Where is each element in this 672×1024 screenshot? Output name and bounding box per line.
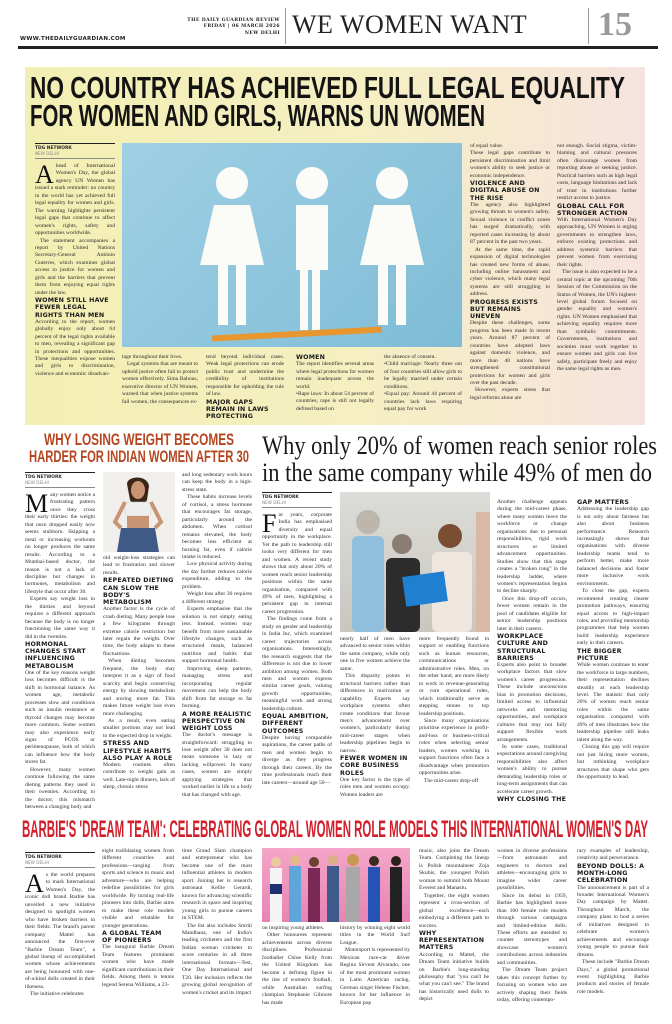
paragraph <box>296 391 374 413</box>
subheading: GAP MATTERS <box>577 499 630 506</box>
paragraph <box>497 744 567 796</box>
subheading: WHY CLOSING THE <box>497 796 567 804</box>
byline-agency: TDG NETWORK <box>25 475 62 480</box>
paragraph-text: not enough. Social stigma, victim-blaming and cultural pressures often discourage women from reporting abuse or seeking justice. Practical barriers such as high legal costs, language limitations and lack of trust in institutions further restrict access to justice. <box>557 143 637 202</box>
paragraph-text: This disparity points to structural barriers rather than differences in motivation or capability. Experts say workplace systems often create conditions that favour men's advancement over women's, particularly during mid-career stages when leadership pipelines begin to narrow. <box>340 673 410 754</box>
office-women-photo <box>340 492 490 632</box>
issue-date: FRIDAY | 06 MARCH 2026 <box>203 24 280 30</box>
paragraph <box>182 561 252 591</box>
barbie-dolls-photo <box>262 848 410 922</box>
subheading: VIOLENCE AND DIGITAL ABUSE ON THE RISE <box>470 180 540 202</box>
paragraph-text: Low physical activity during the day further reduces calorie expenditure, adding to the problem. <box>182 561 252 590</box>
paper-figures-illustration <box>122 143 462 347</box>
paragraph <box>577 848 649 863</box>
article-column <box>384 354 462 424</box>
paragraph-text: The doctor's message is straightforward: struggling to lose weight after 30 does not mean someone is lazy or lacking willpower. In many cases, women are simply applying strategies that worked earlier in life to a body that has changed with age. <box>182 732 252 798</box>
website-url: WWW.THEDAILYGUARDIAN.COM <box>20 36 126 42</box>
dolls-illustration <box>262 848 410 922</box>
paragraph-text: The findings come from a study on gender and leadership in India Inc, which examined career trajectories across organisations. Interestingly, the research suggests that the difference is not due to lower ambition among women. Both men and women express similar career goals, valuing growth opportunities, meaningful work and strong leadership culture. <box>262 616 332 712</box>
paragraph-text: the absence of consent. <box>384 354 436 360</box>
paragraph-text: tend beyond individual cases. Weak legal protections can erode public trust and undermine the credibility of institutions responsible for upholding the rule of law. <box>206 354 284 398</box>
paragraph-text: One of the key reasons weight loss becomes difficult is the shift in hormonal balance. As women age, metabolic processes slow and conditions such as insulin resistance or thyroid changes may become more common. Some women may also experience early signs of PCOS or perimenopause, both of which can influence how the body stores fat. <box>25 669 95 766</box>
paragraph-text: Legal systems that are meant to uphold justice often fail to protect women effectively. Sima Bahous, executive director of UN Women, warned that when justice systems fail women, the consequences ex- <box>122 361 198 405</box>
paragraph <box>35 160 115 238</box>
paragraph-text: Another factor is the cycle of crash dieting. Many people lose a few kilograms through extreme calorie restriction but later regain the weight. Over time, the body adapts to these fluctuations. <box>103 606 175 657</box>
drop-cap: F <box>262 509 277 538</box>
article-column <box>577 848 649 1010</box>
paragraph-text: on inspiring young athletes. <box>262 925 325 931</box>
article-column <box>262 492 332 786</box>
article-column <box>122 354 198 424</box>
paragraph <box>340 947 410 1007</box>
article-column <box>497 499 567 804</box>
paragraph-text: The agency also highlighted growing threats to women's safety. Sexual violence in conflict zones has surged dramatically, with reported cases increasing by about 87 percent in the past two years. <box>470 201 550 246</box>
paragraph-text: Experts also point to broader workplace factors that slow women's career progression. These include unconscious bias in promotion decisions, limited access to influential networks and mentoring opportunities, and workplace cultures that may not fully support flexible work arrangements. <box>497 661 567 743</box>
byline <box>25 852 95 868</box>
paragraph-text: tage throughout their lives. <box>122 354 183 360</box>
paragraph-text: Addressing the leadership gap is not only about fairness but also about business performance. Research increasingly shows that organisations with diverse leadership teams tend to perform better, make more balanced decisions and foster more inclusive work environments. <box>577 506 649 587</box>
paragraph-text: Closing this gap will require not just hiring more women, but rethinking workplace structures that shape who gets the opportunity to lead. <box>577 744 649 781</box>
paragraph-text: While women continue to enter the workforce in large numbers, their representation declines steadily at each leadership level. The statistic that only 20% of women reach senior roles within the same organisation compared with 49% of men illustrates how the leadership pipeline still leaks talent along the way. <box>577 662 649 743</box>
paragraph <box>470 202 550 247</box>
paragraph <box>35 319 115 379</box>
byline-place: NEW DELHI <box>25 480 49 485</box>
barbie-headline <box>22 816 652 844</box>
paragraph <box>470 150 550 180</box>
paragraph <box>470 387 550 402</box>
paragraph <box>340 636 410 673</box>
paragraph <box>262 735 332 787</box>
paragraph-text: Despite having comparable aspirations, the career paths of men and women begin to diverge as they progress through their careers. By the time professionals reach their late careers—around age 50— <box>262 734 332 786</box>
subheading: GLOBAL CALL FOR STRONGER ACTION <box>557 202 628 217</box>
paragraph-text: Together, the eight women represent a cross-section of global excellence—each embodying a different path to success. <box>419 892 489 929</box>
subheading: HORMONAL CHANGES START INFLUENCING METABOLISM <box>25 641 86 670</box>
paragraph <box>384 361 462 391</box>
byline <box>25 472 95 488</box>
paragraph <box>470 320 550 387</box>
subheading: REPEATED DIETING CAN SLOW THE BODY'S METABOLISM <box>103 577 174 606</box>
paragraph <box>497 596 567 633</box>
article-column <box>103 555 175 791</box>
paragraph-text: Experts say weight loss in the thirties and beyond requires a different approach because the body is no longer functioning the same way it did in the twenties. <box>25 596 95 640</box>
paragraph <box>470 247 550 299</box>
article-column <box>206 354 284 424</box>
paragraph-text: The announcement is part of a broader International Women's Day campaign by Mattel. Throughout March, the company plans to host a series of initiatives designed to celebrate women's achievements and encourage young people to pursue their dreams. <box>577 884 649 958</box>
paragraph-text: The Dream Team project takes this concept further by focusing on women who are actively shaping their fields today, offering contempo- <box>497 967 567 1004</box>
subheading: PROGRESS EXISTS BUT REMAINS UNEVEN <box>470 298 538 321</box>
paragraph <box>35 238 115 298</box>
paragraph-text: The inaugural Barbie Dream Team features prominent women who have made significant contributions in their fields. Among them is tennis legend Serena Williams, a 23- <box>102 944 174 988</box>
subheading: STRESS AND LIFESTYLE HABITS ALSO PLAY A ROLE <box>103 740 173 762</box>
subheading: WORKPLACE CULTURE AND STRUCTURAL BARRIERS <box>497 633 549 662</box>
paragraph-text: •Equal pay: Around 44 percent of countries lack laws requiring equal pay for work <box>384 391 462 413</box>
paragraph-text: One key factor is the type of roles men and women occupy. Women leaders are <box>340 776 410 798</box>
barbie-headline-text: BARBIE'S 'DREAM TEAM': CELEBRATING GLOBAL WOMEN ROLE MODELS THIS INTERNATIONAL WOMEN'S DAY <box>22 816 648 843</box>
paragraph <box>419 778 489 785</box>
paragraph <box>262 509 332 616</box>
paragraph <box>262 932 332 1007</box>
paragraph <box>497 893 567 968</box>
drop-cap: A <box>35 160 54 189</box>
paragraph <box>340 673 410 755</box>
article-column <box>577 499 649 781</box>
paragraph-text: The list also includes Smriti Mandhana, one of India's leading cricketers and the first Indian woman cricketer to score centuries in all three international formats—Test, One Day International and T20. Her inclusion reflects the growing global recognition of women's cricket and its impact <box>182 922 252 996</box>
paragraph <box>340 925 410 947</box>
article-column <box>557 143 637 425</box>
paragraph-text: any women notice a frustrating pattern once they cross their early thirties: the weight that once dropped easily now seems stubborn. Skipping a meal or increasing workouts no longer produces the same results. According to a Mumbai-based doctor, the reason is not a lack of discipline but changes in hormones, metabolism and lifestyle that occur after 30. <box>25 492 96 595</box>
drop-cap: M <box>25 489 49 518</box>
subheading: FEWER WOMEN IN CORE BUSINESS ROLES <box>340 755 408 777</box>
subheading: MAJOR GAPS REMAIN IN LAWS PROTECTING <box>206 398 269 421</box>
paragraph <box>419 848 489 893</box>
paragraph-text: nearly half of men have advanced to senior roles within the same company, while only one in five women achieve the same. <box>340 636 410 672</box>
paragraph-text: According to Mattel, the Dream Team initiative builds on Barbie's long-standing philosophy that "you can't be what you can't see." The brand has historically used dolls to depict <box>419 951 489 1003</box>
drop-cap: A <box>25 869 44 898</box>
paragraph-text: or years, corporate India has emphasised diversity and equal opportunity in the workplace. Yet the path to leadership still looks very different for men and women. A recent study shows that only about 20% of women reach senior leadership positions within the same organisation, compared with 49% of men, highlighting a persistent gap in internal career progression. <box>262 512 332 615</box>
paragraph-text: Improving sleep patterns, managing stress and incorporating regular movement can help the body shift from fat storage to fat burning. <box>182 665 252 710</box>
paragraph <box>262 616 332 713</box>
section-title: WE WOMEN WANT <box>292 10 528 39</box>
page-number: 15 <box>598 6 632 43</box>
article-column <box>340 636 410 798</box>
paragraph <box>577 506 649 588</box>
article-column <box>340 925 410 1010</box>
paragraph <box>470 143 550 150</box>
article-column <box>419 848 489 1010</box>
paragraph-text: The issue is also expected to be a central topic at the upcoming 70th Session of the Commission on the Status of Women, the UN's highest-level global forum focused on gender equality and women's rights. UN Women emphasised that achieving equality requires more than symbolic commitments. Governments, institutions and societies must work together to ensure women and girls can live safely, participate freely and enjoy the same legal rights as men. <box>557 269 638 373</box>
article-column <box>470 143 550 425</box>
paragraph <box>497 662 567 744</box>
paragraph <box>497 848 567 893</box>
paragraph <box>102 848 174 930</box>
leadership-headline-line-2: in the same company while 49% of men do <box>262 458 652 487</box>
subheading: EQUAL AMBITION, DIFFERENT OUTCOMES <box>262 713 329 735</box>
byline-place: NEW DELHI <box>25 860 49 865</box>
paragraph-text: However, experts stress that legal reforms alone are <box>470 387 550 401</box>
paragraph <box>419 893 489 930</box>
article-column <box>25 852 95 1010</box>
paragraph-text: When dieting becomes frequent, the body may interpret it as a sign of food scarcity and begin conserving energy by slowing metabolism and storing more fat. This makes future weight loss even more challenging. <box>103 658 175 717</box>
subheading: THE BIGGER PICTURE <box>577 647 622 663</box>
paragraph-text: These habits increase levels of cortisol, a stress hormone that encourages fat storage, particularly around the abdomen. When cortisol remains elevated, the body becomes less efficient at burning fat, even if calorie intake is reduced. <box>182 494 252 560</box>
paragraph <box>557 217 637 269</box>
leadership-headline <box>262 432 660 490</box>
paragraph <box>182 494 252 561</box>
paragraph <box>182 472 252 494</box>
paragraph-text: Other honourees represent achievements across diverse disciplines. Professional footballer Chloe Kelly from the United Kingdom has become a defining figure in the rise of women's football, while Australian surfing champion Stephanie Gilmore has made <box>262 932 332 1006</box>
paragraph <box>182 591 252 606</box>
paragraph-text: In some cases, traditional expectations around caregiving responsibilities also affect women's ability to pursue demanding leadership roles or long-term assignments that can accelerate career growth. <box>497 743 567 795</box>
byline <box>35 143 115 159</box>
paragraph-text: The initiative celebrates <box>30 991 84 998</box>
paragraph-text: These include "Barbie Dream Days," a global promotional event highlighting Barbie products and stories of female role models. <box>577 959 649 995</box>
paragraph-text: As a result, even eating smaller portions may not lead to the expected drop in weight. <box>103 717 175 739</box>
subheading: WOMEN <box>296 354 326 361</box>
paragraph-text: old weight-loss strategies can lead to frustration and slower results. <box>103 555 175 576</box>
paragraph <box>103 658 175 718</box>
paragraph-text: Once this drop-off occurs, fewer women remain in the pool of candidates eligible for senior leadership positions later in their careers. <box>497 595 567 632</box>
paragraph <box>25 869 95 991</box>
paragraph-text: However, many women continue following the same dieting patterns they used in their twenties. According to the doctor, this mismatch between a changing body and <box>25 766 95 811</box>
city: NEW DELHI <box>244 30 280 36</box>
article-column <box>182 848 252 1010</box>
article-column <box>497 848 567 1010</box>
paragraph <box>182 666 252 711</box>
paragraph-text: Since many organisations prioritise experience in profit-and-loss or business-critical roles when selecting senior leaders, women working in support functions often face a disadvantage when promotion opportunities arise. <box>419 717 489 777</box>
article-column <box>296 354 374 424</box>
paragraph-text: To close the gap, experts recommend creating clearer promotion pathways, ensuring equal access to high-impact roles, and providing mentorship programmes that help women build leadership experience early in their careers. <box>577 588 649 647</box>
paragraph-text: rary examples of leadership, creativity and perseverance. <box>577 848 649 862</box>
paragraph <box>557 143 637 203</box>
paragraph <box>103 762 175 792</box>
weight-headline-line-2: HARDER FOR INDIAN WOMEN AFTER 30 <box>29 447 249 466</box>
article-column <box>102 848 174 1010</box>
paragraph-text: time Grand Slam champion and entrepreneur who has become one of the most influential athletes in modern sport. Joining her is research astronaut Kellie Gerardi, known for advancing scientific research in space and inspiring young girls to pursue careers in STEM. <box>182 848 252 922</box>
subheading: BEYOND DOLLS: A MONTH-LONG CELEBRATION <box>577 862 645 885</box>
paragraph <box>384 354 462 361</box>
paragraph <box>296 361 374 391</box>
paragraph <box>182 923 252 998</box>
divider <box>588 8 589 44</box>
paragraph <box>122 361 198 406</box>
subheading: A GLOBAL TEAM OF PIONEERS <box>102 929 162 945</box>
weight-headline-line-1: WHY LOSING WEIGHT BECOMES <box>44 430 234 449</box>
paragraph <box>577 662 649 744</box>
byline <box>262 492 332 508</box>
paragraph <box>182 848 252 923</box>
header-rule <box>18 46 658 49</box>
byline-agency: TDG NETWORK <box>35 146 72 151</box>
paragraph-text: The statement accompanies a report by United Nations Secretary-General António Guterres, which examines global access to justice for women and girls and the barriers that prevent them from enjoying equal rights under the law. <box>35 237 115 296</box>
lead-headline-line-2: FOR WOMEN AND GIRLS, WARNS UN WOMEN <box>30 98 485 133</box>
paragraph <box>577 588 649 648</box>
paragraph-text: Weight loss after 30 requires a different strategy <box>182 591 252 605</box>
paragraph-text: Modern routines often contribute to weight gain as well. Late-night dinners, lack of sleep, chronic stress <box>103 761 175 791</box>
paragraph-text: With International Women's Day approaching, UN Women is urging governments to strengthen laws, enforce existing protections and address systemic barriers that prevent women from exercising their rights. <box>557 217 637 268</box>
paragraph <box>419 718 489 778</box>
byline-agency: TDG NETWORK <box>25 855 62 860</box>
paragraph-text: The mid-career drop-off <box>424 777 479 784</box>
article-column <box>25 472 96 811</box>
dateline <box>180 18 280 37</box>
paragraph-text: Experts emphasise that the solution is not simply eating less. Instead, women may benefit from more sustainable lifestyle changes, such as structured meals, balanced nutrition and habits that support hormonal health. <box>182 606 252 665</box>
paragraph <box>577 959 649 996</box>
paragraph <box>577 885 649 960</box>
colleagues-illustration <box>340 492 490 632</box>
paragraph-text: women in diverse professions—from astronauts and engineers to doctors and athletes—encouraging girls to imagine wider career possibilities. <box>497 848 567 892</box>
paragraph <box>102 944 174 989</box>
article-column <box>262 925 332 1010</box>
paragraph <box>103 555 175 577</box>
paper-name: THE DAILY GUARDIAN REVIEW <box>187 18 280 23</box>
byline-agency: TDG NETWORK <box>262 495 299 500</box>
paragraph-text: These legal gaps contribute to persistent discrimination and limit women's ability to seek justice or economic independence. <box>470 150 550 179</box>
paragraph <box>419 952 489 1004</box>
paragraph-text: Since its debut in 1959, Barbie has highlighted more than 100 female role models through various campaigns and limited-edition dolls. These efforts are intended to counter stereotypes and showcase women's contributions across industries and communities. <box>497 892 567 966</box>
weight-headline <box>28 429 250 467</box>
divider <box>285 8 286 44</box>
paragraph <box>497 967 567 1004</box>
paragraph <box>103 718 175 740</box>
paragraph-text: and long sedentary work hours can keep the body in a high-stress state. <box>182 472 252 493</box>
paragraph-text: Motorsport is represented by Mexican race-car driver Regina Sirvent Alvarado, one of the most prominent women in Latin American racing. German singer Helene Fischer, known for her influence in European pop <box>340 947 410 1006</box>
subheading: WHY REPRESENTATION MATTERS <box>419 929 485 952</box>
lead-headline-line-1: NO COUNTRY HAS ACHIEVED FULL LEGAL EQUALITY <box>30 70 626 105</box>
paragraph-text: music, also joins the Dream Team. Completing the lineup is Polish mountaineer Zoja Skubis, the youngest Polish woman to summit both Mount Everest and Manaslu. <box>419 848 489 892</box>
lead-headline <box>30 72 630 134</box>
subheading: WOMEN STILL HAVE FEWER LEGAL RIGHTS THAN MEN <box>35 297 109 319</box>
paragraph <box>25 767 95 812</box>
paragraph-text: head of International Women's Day, the global agency UN Women has issued a stark reminder: no country in the world has yet achieved full legal equality for women and girls. The warning highlights persistent legal gaps that continue to affect women's rights, safety and opportunities worldwide. <box>35 163 115 237</box>
paragraph-text: history by winning eight world titles in the World Surf League. <box>340 925 410 946</box>
paragraph <box>182 732 252 799</box>
paragraph <box>262 925 332 932</box>
byline-place: NEW DELHI <box>262 500 286 505</box>
paragraph-text: Another challenge appears during the mid-career phase, where many women leave the workforce or change organisations due to personal responsibilities, rigid work structures or limited advancement opportunities. Studies show that this stage creates a "broken rung" in the leadership ladder, where women's representation begins to decline sharply. <box>497 499 567 595</box>
article-column <box>182 472 252 798</box>
paragraph <box>122 354 198 361</box>
paragraph-text: At the same time, the rapid expansion of digital technologies has created new forms of abuse, including online harassment and cyber violence, which many legal systems are still struggling to address. <box>470 246 550 298</box>
woman-figure-illustration <box>103 472 175 552</box>
paragraph <box>25 670 95 767</box>
paragraph <box>103 606 175 658</box>
byline-place: NEW DELHI <box>35 151 59 156</box>
paragraph <box>577 744 649 781</box>
paragraph-text: •Rape laws: In about 54 percent of countries, rape is still not legally defined based on <box>296 391 374 412</box>
paragraph-text: The report identifies several areas where legal protections for women remain inadequate across the world. <box>296 361 374 390</box>
paragraph-text: more frequently found in support or enabling functions such as human resources, communications or administrative roles. Men, on the other hand, are more likely to work in revenue-generating or core operational roles, which traditionally serve as stepping stones to top leadership positions. <box>419 636 489 717</box>
subheading: A MORE REALISTIC PERSPECTIVE ON WEIGHT LOSS <box>182 710 252 732</box>
woman-measuring-photo <box>103 472 175 552</box>
paragraph <box>384 391 462 413</box>
paragraph-text: Despite these challenges, some progress has been made in recent years. Around 87 percent of countries have adopted laws against domestic violence, and more than 40 nations have strengthened constitutional protections for women and girls over the past decade. <box>470 320 550 386</box>
paragraph-text: eight trailblazing women from different countries and professions—ranging from sports and science to music and adventure—who are helping redefine possibilities for girls worldwide. By turning real-life pioneers into dolls, Barbie aims to make these role models visible and relatable for younger generations. <box>102 848 174 929</box>
paragraph-text: •Child marriage: Nearly three out of four countries still allow girls to be legally married under certain conditions. <box>384 361 462 390</box>
paragraph <box>206 354 284 399</box>
paragraph-text: of equal value. <box>470 143 504 149</box>
paragraph-text: According to the report, women globally enjoy only about 64 percent of the legal rights available to men, revealing a significant gap in protections and opportunities. These inequalities expose women and girls to discrimination, violence and economic disadvan- <box>35 318 115 377</box>
paragraph <box>25 991 95 998</box>
paragraph <box>182 606 252 666</box>
paragraph <box>419 636 489 718</box>
leadership-headline-line-1: Why only 20% of women reach senior roles <box>262 431 657 460</box>
paragraph <box>497 499 567 596</box>
paragraph <box>25 489 96 596</box>
paragraph <box>25 596 95 641</box>
article-column <box>35 143 115 425</box>
article-column <box>419 636 489 784</box>
paragraph <box>557 269 637 373</box>
paragraph-text: s the world prepares to mark International Women's Day, the iconic doll brand Barbie has unveiled a new initiative designed to spotlight women who have broken barriers in their fields. The brand's parent company Mattel has announced the first-ever "Barbie Dream Team", a global lineup of accomplished women whose achievements are being honoured with one-of-a-kind dolls created in their likeness. <box>25 872 95 990</box>
gender-figures-photo <box>122 143 462 347</box>
paragraph <box>340 777 410 799</box>
